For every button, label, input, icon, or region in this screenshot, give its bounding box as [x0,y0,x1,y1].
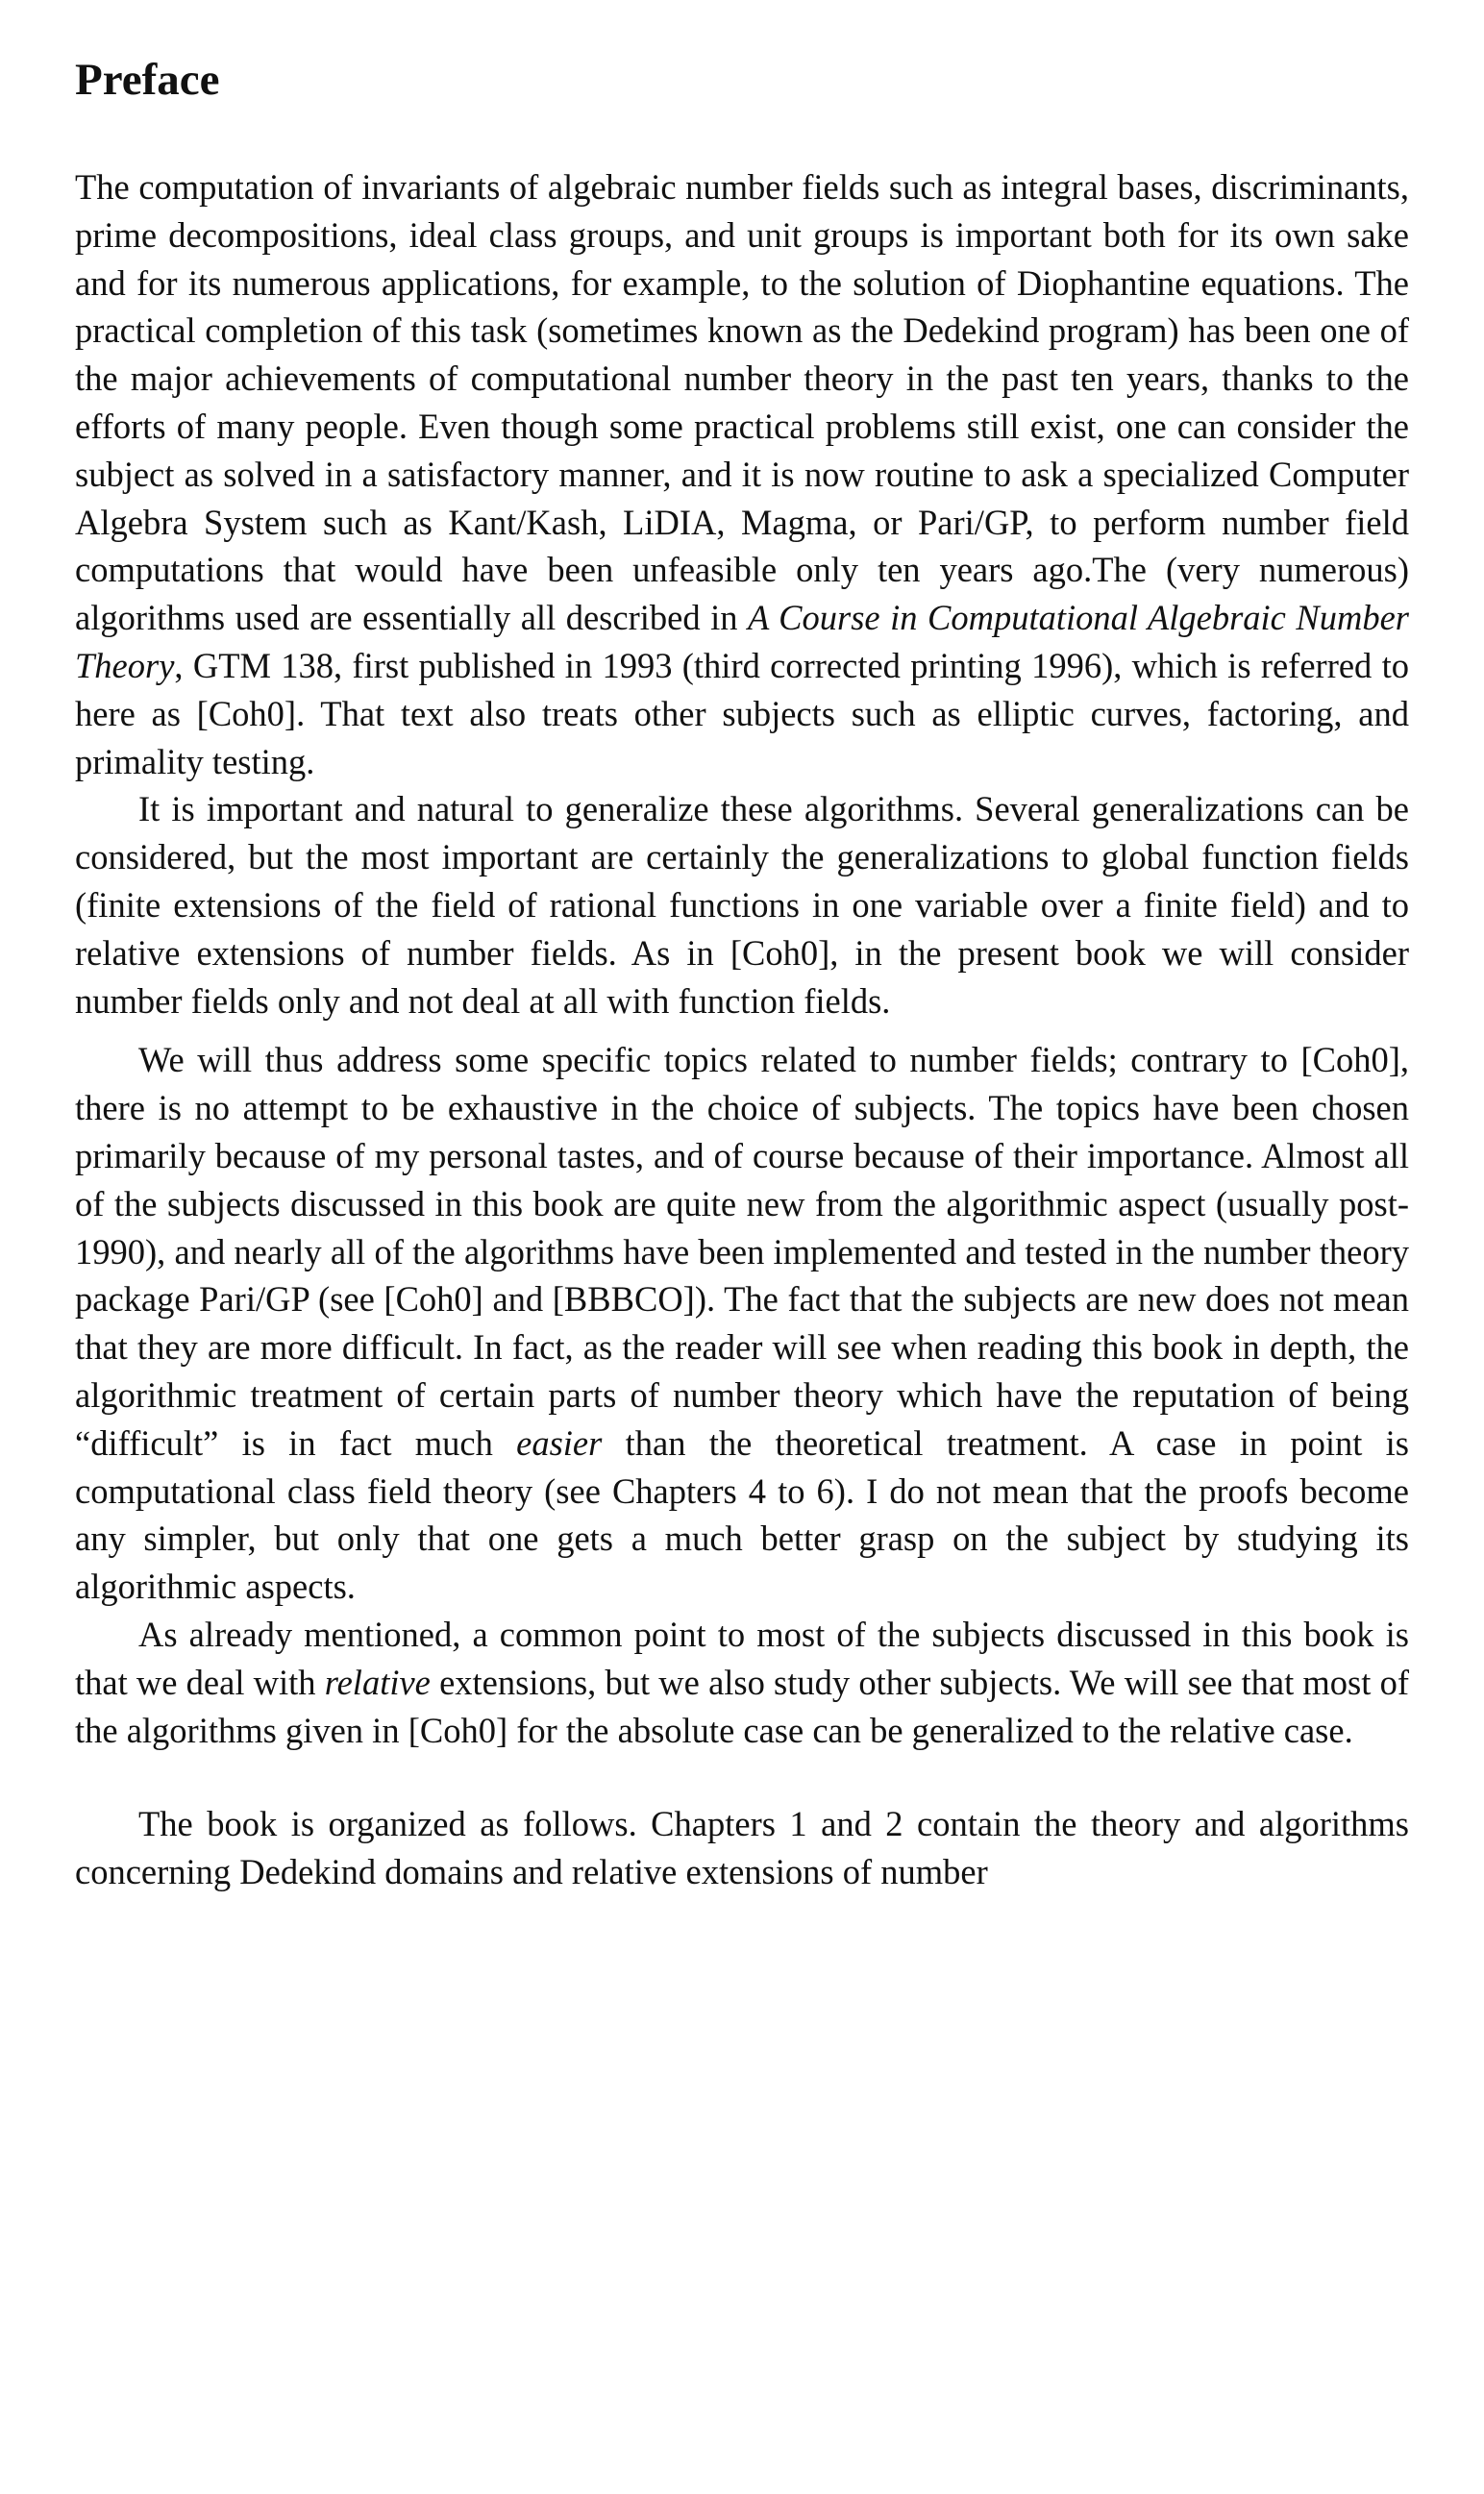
book-title-italic: A Course in Computational Algebraic Number Theory [75,598,1409,685]
emphasis-italic: relative [324,1662,431,1702]
paragraph-1 [75,163,1409,785]
paragraph-text: , GTM 138, first published in 1993 (third corrected printing 1996), which is referred to here as [Coh0]. That text also treats other subjects such as elliptic curves, factoring, and primality testing. [75,645,1409,781]
paragraph-text: As already mentioned, a common point to most of the subjects discussed in this book is that we deal with [75,1614,1409,1702]
paragraph-text: The computation of invariants of algebraic number fields such as integral bases, discriminants, prime decompositions, ideal class groups, and unit groups is important both for its own sake and for its numerous applications, for example, to the solution of Diophantine equations. The practical completion of this task (sometimes known as the Dedekind program) has been one of the major achievements of computational number theory in the past ten years, thanks to the efforts of many people. Even though some practical problems still exist, one can consider the subject as solved in a satisfactory manner, and it is now routine to ask a specialized Computer Algebra System such as Kant/Kash, LiDIA, Magma, or Pari/GP, to perform number field computations that would have been unfeasible only ten years ago.The (very numerous) algorithms used are essentially all described in [75,167,1409,638]
page-title: Preface [75,55,220,105]
preface-body [75,163,1409,1896]
paragraph-4 [75,1611,1409,1754]
emphasis-italic: easier [516,1422,603,1463]
paragraph-3 [75,1036,1409,1611]
paragraph-2 [75,785,1409,1025]
paragraph-text: The book is organized as follows. Chapters 1 and 2 contain the theory and algorithms concerning Dedekind domains and relative extensions of number [75,1804,1409,1892]
paragraph-text: We will thus address some specific topics related to number fields; contrary to [Coh0], there is no attempt to be exhaustive in the choice of subjects. The topics have been chosen primarily because of my personal tastes, and of course because of their importance. Almost all of the subjects discussed in this book are quite new from the algorithmic aspect (usually post-1990), and nearly all of the algorithms have been implemented and tested in the number theory package Pari/GP (see [Coh0] and [BBBCO]). The fact that the subjects are new does not mean that they are more difficult. In fact, as the reader will see when reading this book in depth, the algorithmic treatment of certain parts of number theory which have the reputation of being “difficult” is in fact much [75,1040,1409,1463]
paragraph-5 [75,1800,1409,1896]
paragraph-text: extensions, but we also study other subjects. We will see that most of the algorithms given in [Coh0] for the absolute case can be generalized to the relative case. [75,1662,1409,1750]
paragraph-text: It is important and natural to generalize these algorithms. Several generalizations can be considered, but the most important are certainly the generalizations to global function fields (finite extensions of the field of rational functions in one variable over a finite field) and to relative extensions of number fields. As in [Coh0], in the present book we will consider number fields only and not deal at all with function fields. [75,789,1409,1021]
paragraph-text: than the theoretical treatment. A case in point is computational class field theory (see Chapters 4 to 6). I do not mean that the proofs become any simpler, but only that one gets a much better grasp on the subject by studying its algorithmic aspects. [75,1422,1409,1607]
